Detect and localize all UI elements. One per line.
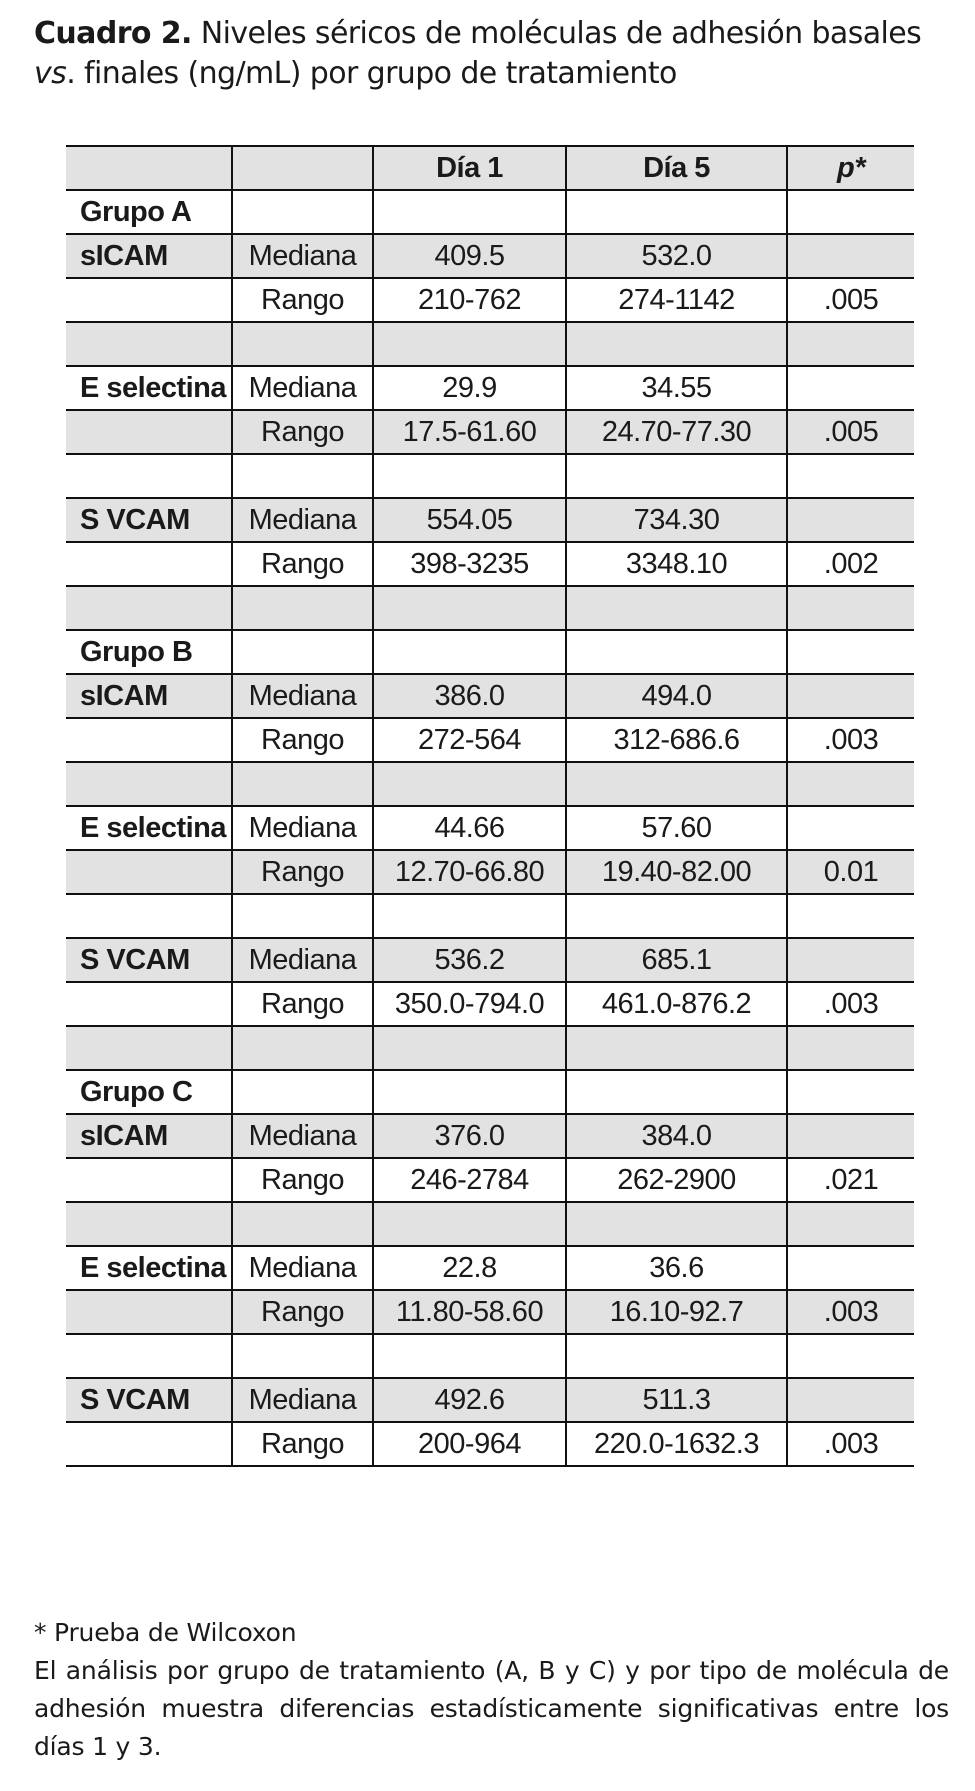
stat-cell: Rango [232, 410, 373, 454]
row-label-cell [66, 762, 232, 806]
stat-cell [232, 586, 373, 630]
table-row [66, 190, 914, 234]
row-label-cell: E selectina [66, 366, 232, 410]
header-cell-p: p* [787, 146, 914, 190]
p-value-cell [787, 498, 914, 542]
dia5-cell [566, 190, 787, 234]
table-row [66, 454, 914, 498]
row-label-cell: E selectina [66, 1246, 232, 1290]
p-value-cell [787, 1026, 914, 1070]
row-label-cell [66, 850, 232, 894]
header-cell-dia5: Día 5 [566, 146, 787, 190]
table-row [66, 806, 914, 850]
table-row [66, 1026, 914, 1070]
table-row [66, 1158, 914, 1202]
row-label-cell [66, 1334, 232, 1378]
stat-cell [232, 454, 373, 498]
table-row [66, 938, 914, 982]
row-label-cell: Grupo C [66, 1070, 232, 1114]
row-label-cell: sICAM [66, 234, 232, 278]
table-header-row [66, 146, 914, 190]
table-row [66, 366, 914, 410]
p-value-cell: 0.01 [787, 850, 914, 894]
dia5-cell [566, 894, 787, 938]
footnote: * Prueba de Wilcoxon [34, 1618, 297, 1647]
dia5-cell: 24.70-77.30 [566, 410, 787, 454]
table-row [66, 1290, 914, 1334]
row-label-cell [66, 586, 232, 630]
table-caption [34, 14, 954, 94]
stat-cell [232, 190, 373, 234]
dia5-cell: 3348.10 [566, 542, 787, 586]
p-value-cell [787, 234, 914, 278]
p-value-cell [787, 366, 914, 410]
row-label-cell: sICAM [66, 674, 232, 718]
row-label-cell [66, 1202, 232, 1246]
dia1-cell: 12.70-66.80 [373, 850, 566, 894]
table-row [66, 586, 914, 630]
stat-cell: Mediana [232, 938, 373, 982]
dia5-cell: 34.55 [566, 366, 787, 410]
row-label-cell [66, 278, 232, 322]
stat-cell [232, 1070, 373, 1114]
dia5-cell: 461.0-876.2 [566, 982, 787, 1026]
stat-cell: Rango [232, 718, 373, 762]
dia1-cell: 272-564 [373, 718, 566, 762]
dia1-cell [373, 630, 566, 674]
table-row [66, 1246, 914, 1290]
dia5-cell [566, 586, 787, 630]
p-value-cell: .003 [787, 1422, 914, 1466]
row-label-cell [66, 410, 232, 454]
p-value-cell: .005 [787, 278, 914, 322]
stat-cell [232, 1334, 373, 1378]
table-row [66, 1334, 914, 1378]
dia5-cell: 384.0 [566, 1114, 787, 1158]
stat-cell: Mediana [232, 806, 373, 850]
stat-cell: Mediana [232, 234, 373, 278]
dia1-cell: 386.0 [373, 674, 566, 718]
dia1-cell: 398-3235 [373, 542, 566, 586]
header-cell-group [66, 146, 232, 190]
dia1-cell [373, 1202, 566, 1246]
table-row [66, 322, 914, 366]
p-value-cell [787, 1334, 914, 1378]
table-row [66, 1202, 914, 1246]
caption-text-2: . finales (ng/mL) por grupo de tratamiento [66, 56, 677, 91]
dia1-cell [373, 322, 566, 366]
dia5-cell [566, 630, 787, 674]
p-value-cell [787, 322, 914, 366]
stat-cell: Mediana [232, 674, 373, 718]
row-label-cell [66, 1158, 232, 1202]
dia1-cell [373, 1070, 566, 1114]
stat-cell: Rango [232, 982, 373, 1026]
row-label-cell: Grupo B [66, 630, 232, 674]
table-row [66, 1422, 914, 1466]
p-value-cell [787, 454, 914, 498]
dia1-cell [373, 762, 566, 806]
dia5-cell: 19.40-82.00 [566, 850, 787, 894]
p-value-cell [787, 1202, 914, 1246]
row-label-cell: Grupo A [66, 190, 232, 234]
dia1-cell: 554.05 [373, 498, 566, 542]
dia1-cell [373, 1026, 566, 1070]
dia5-cell [566, 762, 787, 806]
table-row [66, 850, 914, 894]
row-label-cell [66, 1422, 232, 1466]
p-value-cell: .021 [787, 1158, 914, 1202]
dia5-cell [566, 1202, 787, 1246]
p-value-cell [787, 1114, 914, 1158]
dia1-cell [373, 1334, 566, 1378]
dia5-cell [566, 1026, 787, 1070]
dia5-cell: 734.30 [566, 498, 787, 542]
dia5-cell: 36.6 [566, 1246, 787, 1290]
dia5-cell [566, 1334, 787, 1378]
stat-cell: Mediana [232, 1114, 373, 1158]
p-value-cell [787, 806, 914, 850]
row-label-cell: S VCAM [66, 1378, 232, 1422]
p-value-cell [787, 894, 914, 938]
p-value-cell [787, 1378, 914, 1422]
stat-cell: Mediana [232, 1246, 373, 1290]
p-value-cell [787, 190, 914, 234]
dia5-cell: 494.0 [566, 674, 787, 718]
row-label-cell: sICAM [66, 1114, 232, 1158]
stat-cell: Rango [232, 542, 373, 586]
p-value-cell [787, 1246, 914, 1290]
dia1-cell: 200-964 [373, 1422, 566, 1466]
dia1-cell: 350.0-794.0 [373, 982, 566, 1026]
row-label-cell [66, 454, 232, 498]
dia1-cell: 17.5-61.60 [373, 410, 566, 454]
dia5-cell: 685.1 [566, 938, 787, 982]
dia1-cell: 376.0 [373, 1114, 566, 1158]
row-label-cell [66, 322, 232, 366]
table-row [66, 278, 914, 322]
table-row [66, 674, 914, 718]
stat-cell [232, 322, 373, 366]
analysis-paragraph: El análisis por grupo de tratamiento (A, B y C) y por tipo de molécula de adhesión muestra diferencias estadísticamente significativas entre los días 1 y 3. [34, 1656, 949, 1761]
row-label-cell [66, 542, 232, 586]
dia1-cell: 22.8 [373, 1246, 566, 1290]
table-row [66, 498, 914, 542]
p-value-cell: .002 [787, 542, 914, 586]
table-notes [34, 1614, 949, 1766]
dia5-cell: 220.0-1632.3 [566, 1422, 787, 1466]
p-value-cell [787, 938, 914, 982]
stat-cell [232, 1026, 373, 1070]
p-value-cell: .003 [787, 1290, 914, 1334]
dia5-cell [566, 322, 787, 366]
dia1-cell [373, 586, 566, 630]
table-row [66, 410, 914, 454]
table-row [66, 542, 914, 586]
table-row [66, 894, 914, 938]
dia5-cell: 532.0 [566, 234, 787, 278]
stat-cell: Rango [232, 1158, 373, 1202]
p-value-cell [787, 674, 914, 718]
header-cell-stat [232, 146, 373, 190]
dia1-cell: 409.5 [373, 234, 566, 278]
stat-cell: Mediana [232, 366, 373, 410]
p-value-cell [787, 630, 914, 674]
data-table [66, 145, 914, 1467]
dia5-cell: 274-1142 [566, 278, 787, 322]
row-label-cell [66, 1290, 232, 1334]
caption-label: Cuadro 2. [34, 16, 192, 51]
p-value-cell: .003 [787, 718, 914, 762]
dia1-cell: 246-2784 [373, 1158, 566, 1202]
stat-cell [232, 630, 373, 674]
row-label-cell [66, 718, 232, 762]
table-row [66, 234, 914, 278]
dia5-cell: 16.10-92.7 [566, 1290, 787, 1334]
p-value-cell: .003 [787, 982, 914, 1026]
row-label-cell: S VCAM [66, 498, 232, 542]
table-row [66, 982, 914, 1026]
row-label-cell: E selectina [66, 806, 232, 850]
stat-cell [232, 762, 373, 806]
dia5-cell: 57.60 [566, 806, 787, 850]
dia5-cell: 312-686.6 [566, 718, 787, 762]
p-value-cell [787, 762, 914, 806]
table-row [66, 630, 914, 674]
row-label-cell [66, 982, 232, 1026]
dia1-cell: 210-762 [373, 278, 566, 322]
row-label-cell [66, 894, 232, 938]
table-row [66, 1114, 914, 1158]
header-cell-dia1: Día 1 [373, 146, 566, 190]
p-value-cell [787, 586, 914, 630]
dia5-cell [566, 1070, 787, 1114]
stat-cell: Rango [232, 278, 373, 322]
dia5-cell: 262-2900 [566, 1158, 787, 1202]
stat-cell: Mediana [232, 1378, 373, 1422]
dia5-cell [566, 454, 787, 498]
dia1-cell: 29.9 [373, 366, 566, 410]
table-row [66, 762, 914, 806]
dia1-cell [373, 894, 566, 938]
stat-cell: Rango [232, 850, 373, 894]
caption-text-1: Niveles séricos de moléculas de adhesión basales [191, 16, 922, 51]
p-value-cell [787, 1070, 914, 1114]
p-value-cell: .005 [787, 410, 914, 454]
table-row [66, 1378, 914, 1422]
dia1-cell [373, 454, 566, 498]
dia1-cell [373, 190, 566, 234]
dia5-cell: 511.3 [566, 1378, 787, 1422]
stat-cell [232, 1202, 373, 1246]
row-label-cell [66, 1026, 232, 1070]
stat-cell: Mediana [232, 498, 373, 542]
dia1-cell: 536.2 [373, 938, 566, 982]
stat-cell: Rango [232, 1290, 373, 1334]
table-row [66, 718, 914, 762]
stat-cell: Rango [232, 1422, 373, 1466]
dia1-cell: 44.66 [373, 806, 566, 850]
table-row [66, 1070, 914, 1114]
row-label-cell: S VCAM [66, 938, 232, 982]
dia1-cell: 492.6 [373, 1378, 566, 1422]
caption-vs: vs [34, 56, 67, 91]
stat-cell [232, 894, 373, 938]
dia1-cell: 11.80-58.60 [373, 1290, 566, 1334]
